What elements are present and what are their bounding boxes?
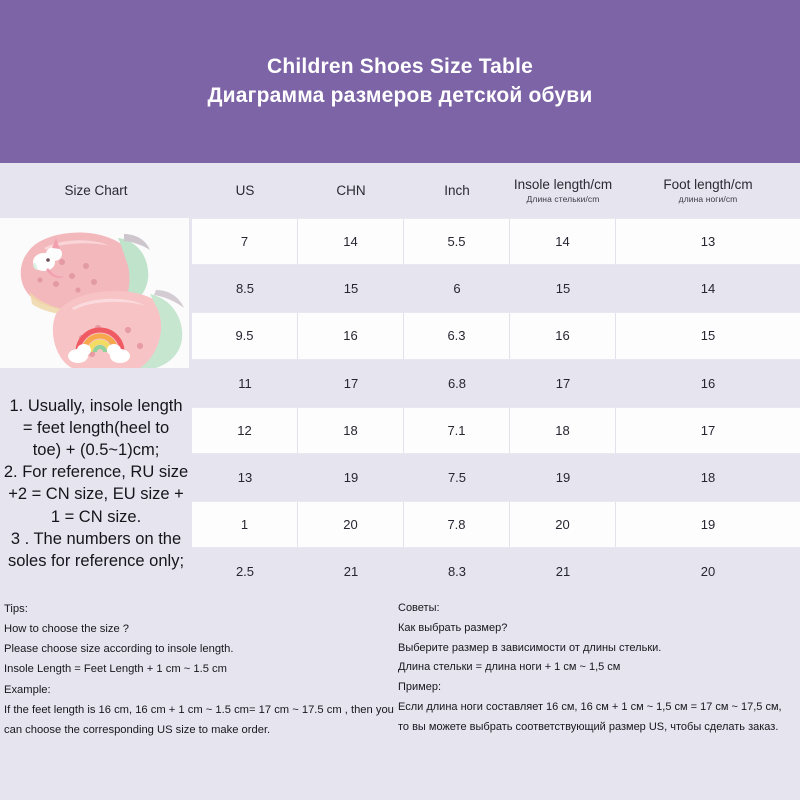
cell-inch: 6.3 (404, 313, 510, 358)
cell-insole: 17 (555, 375, 571, 391)
cell-foot: 16 (700, 375, 716, 391)
cell-chn: 17 (343, 375, 359, 391)
column-header-inch (404, 163, 510, 218)
tips-line: can choose the corresponding US size to make order. (4, 723, 271, 736)
cell-inch: 5.5 (404, 219, 510, 264)
cell-us: 13 (237, 470, 253, 486)
column-header-us (192, 163, 298, 218)
tips-line: If the feet length is 16 cm, 16 cm + 1 cm ~ 1.5 cm= 17 cm ~ 17.5 cm , then you (4, 703, 394, 716)
tips-line: Длина стельки = длина ноги + 1 см ~ 1,5 см (398, 661, 621, 674)
page-title-ru: Диаграмма размеров детской обуви (207, 83, 593, 107)
cell-inch: 8.3 (447, 564, 467, 580)
tips-line: Please choose size according to insole length. (4, 643, 234, 656)
tips-line: Советы: (398, 602, 440, 614)
cell-chn: 21 (343, 564, 359, 580)
page-title-en: Children Shoes Size Table (266, 55, 533, 79)
column-header-insole-length (510, 163, 616, 218)
table-row (192, 454, 800, 501)
cell-us: 7 (192, 219, 298, 264)
column-header-sublabel: Длина стельки/cm (526, 194, 600, 205)
cell-inch: 6 (453, 281, 461, 297)
cell-insole: 16 (510, 313, 616, 358)
cell-insole: 14 (510, 219, 616, 264)
cell-us: 9.5 (192, 313, 298, 358)
tips-section (0, 595, 800, 800)
table-row (192, 218, 800, 265)
left-note-line: 1. Usually, insole length (9, 397, 183, 415)
column-header-label: Size Chart (64, 182, 128, 198)
cell-inch: 7.1 (404, 408, 510, 453)
tips-english (4, 600, 396, 741)
cell-chn: 19 (343, 470, 359, 486)
cell-foot: 18 (700, 470, 716, 486)
cell-us: 12 (192, 408, 298, 453)
left-notes-block (0, 395, 192, 595)
column-header-chn (298, 163, 404, 218)
cell-inch: 7.8 (404, 502, 510, 547)
left-note-line: 2. For reference, RU size (3, 463, 189, 482)
tips-line: Пример: (398, 681, 442, 694)
column-header-label: Inch (444, 182, 470, 198)
left-note-line: toe) + (0.5~1)cm; (32, 441, 160, 460)
table-row (192, 501, 800, 548)
page-banner (0, 0, 800, 163)
cell-foot: 20 (700, 564, 716, 580)
column-header-label: Foot length/cm (663, 176, 753, 192)
cell-us: 1 (192, 502, 298, 547)
size-table-body (192, 218, 800, 595)
cell-insole: 20 (510, 502, 616, 547)
table-row (192, 360, 800, 407)
table-row (192, 548, 800, 595)
cell-us: 11 (238, 375, 252, 391)
cell-chn: 20 (298, 502, 404, 547)
left-note-line: +2 = CN size, EU size + (8, 485, 184, 504)
left-note-line: 1 = CN size. (50, 507, 142, 526)
column-header-label: Insole length/cm (513, 176, 613, 192)
table-row (192, 265, 800, 312)
cell-insole: 21 (555, 564, 571, 580)
cell-chn: 18 (298, 408, 404, 453)
column-header-label: CHN (336, 182, 366, 198)
column-header-size-chart (0, 163, 192, 218)
tips-line: Как выбрать размер? (398, 621, 508, 634)
product-photo (0, 218, 189, 368)
cell-chn: 14 (298, 219, 404, 264)
cell-insole: 15 (555, 281, 571, 297)
cell-foot: 15 (700, 328, 716, 344)
tips-line: How to choose the size ? (4, 623, 129, 636)
table-row (192, 407, 800, 454)
tips-line: Выберите размер в зависимости от длины стельки. (398, 641, 662, 654)
cell-us: 8.5 (235, 281, 255, 297)
cell-foot: 19 (700, 517, 716, 533)
tips-line: Tips: (4, 603, 28, 615)
tips-russian (398, 600, 798, 739)
cell-foot: 14 (700, 281, 716, 297)
left-note-line: soles for reference only; (7, 551, 185, 570)
cell-foot: 13 (700, 234, 716, 250)
cell-chn: 16 (298, 313, 404, 358)
cell-foot: 17 (700, 422, 716, 438)
left-note-line: = feet length(heel to (22, 419, 170, 438)
table-header-row (0, 163, 800, 218)
cell-insole: 18 (510, 408, 616, 453)
cell-insole: 19 (555, 470, 571, 486)
cell-inch: 6.8 (447, 375, 467, 391)
cell-us: 2.5 (235, 564, 255, 580)
table-row (192, 312, 800, 359)
column-header-sublabel: длина ноги/cm (678, 194, 738, 205)
size-table (0, 163, 800, 595)
column-header-label: US (235, 182, 255, 198)
tips-line: Insole Length = Feet Length + 1 cm ~ 1.5 cm (4, 663, 227, 676)
shoe-illustration (0, 218, 189, 368)
column-header-foot-length (616, 163, 800, 218)
left-note-line: 3 . The numbers on the (10, 529, 182, 548)
cell-inch: 7.5 (447, 470, 467, 486)
tips-line: то вы можете выбрать соответствующий размер US, чтобы сделать заказ. (398, 720, 779, 733)
tips-line: Если длина ноги составляет 16 см, 16 см + 1 см ~ 1,5 см = 17 см ~ 17,5 см, (398, 701, 782, 714)
cell-chn: 15 (343, 281, 359, 297)
tips-line: Example: (4, 683, 51, 696)
